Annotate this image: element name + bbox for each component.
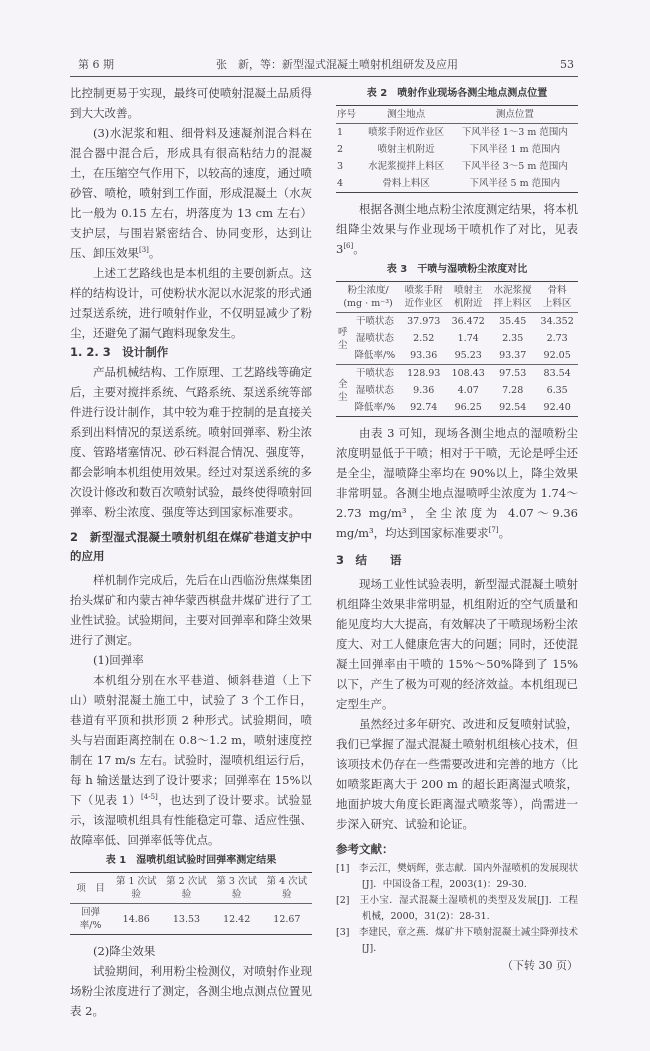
section-heading: 2 新型湿式混凝土喷射机组在煤矿巷道支护中的应用 bbox=[70, 530, 312, 563]
table-cell: 12.67 bbox=[273, 913, 301, 925]
table-cell: 34.352 bbox=[540, 316, 574, 327]
table-row bbox=[336, 175, 578, 193]
table-header: 第 1 次试验 bbox=[115, 876, 157, 900]
table-row bbox=[336, 124, 578, 142]
right-column bbox=[336, 83, 578, 975]
references-title: 参考文献： bbox=[336, 842, 394, 856]
table-cell: 下风半径 1 m 范围内 bbox=[469, 144, 561, 155]
running-header bbox=[70, 58, 578, 77]
table-cell: 14.86 bbox=[122, 913, 150, 925]
table-header: 第 3 次试验 bbox=[216, 876, 257, 900]
section-heading: 3 结 语 bbox=[336, 553, 402, 567]
section-heading: 1. 2. 3 设计制作 bbox=[70, 345, 169, 359]
table-caption: 表 3 干喷与湿喷粉尘浓度对比 bbox=[386, 264, 528, 275]
table-cell: 36.472 bbox=[451, 316, 485, 327]
paragraph: 由表 3 可知，现场各测尘地点的湿喷粉尘浓度明显低于干喷；相对于干喷，无论是呼尘还是全尘，湿喷降尘率均在 90%以上，降尘效果非常明显。各测尘地点湿喷呼尘浓度为 1.74～2.73 mg/m³，全尘浓度为 4.07～9.36 mg/m³，均达到国家标准要求[7]。 bbox=[336, 426, 578, 540]
table-cell: 92.40 bbox=[543, 402, 571, 413]
table-2 bbox=[336, 87, 578, 193]
running-title: 张 新，等：新型湿式混凝土喷射机组研发及应用 bbox=[216, 58, 458, 71]
table-cell: 92.05 bbox=[543, 350, 571, 361]
paragraph: 比控制更易于实现，最终可使喷射混凝土品质得到大大改善。 bbox=[70, 86, 312, 120]
table-header: 粉尘浓度/ (mg · m⁻³) bbox=[343, 285, 393, 309]
table-cell: 2.35 bbox=[502, 333, 524, 344]
table-cell: 4 bbox=[337, 178, 344, 189]
table-cell: 湿喷状态 bbox=[355, 333, 394, 344]
continued-note: （下转 30 页） bbox=[502, 959, 578, 972]
table-cell: 2.52 bbox=[413, 333, 435, 344]
table-cell: 下风半径 1～3 m 范围内 bbox=[461, 127, 568, 138]
table-row bbox=[336, 365, 578, 383]
paragraph: 现场工业性试验表明，新型湿式混凝土喷射机组降尘效果非常明显，机组附近的空气质量和能见度均大大提高，有效解决了干喷现场粉尘浓度大、对工人健康危害大的问题；同时，还使混凝土回弹率由干喷的 15%～50%降到了 15%以下，产生了极为可观的经济效益。本机组现已定型生产。 bbox=[336, 577, 578, 711]
paragraph: 根据各测尘地点粉尘浓度测定结果，将本机组降尘效果与作业现场干喷机作了对比，见表 3[6]。 bbox=[336, 202, 578, 256]
table-cell: 95.23 bbox=[454, 350, 482, 361]
paragraph: 试验期间，利用粉尘检测仪，对喷射作业现场粉尘浓度进行了测定，各测尘地点测点位置见表 2。 bbox=[70, 964, 312, 1018]
table-cell: 骨料上料区 bbox=[382, 178, 430, 189]
table-header: 项 目 bbox=[76, 882, 105, 894]
table-cell: 3 bbox=[337, 161, 344, 172]
paragraph: 样机制作完成后，先后在山西临汾焦煤集团抬头煤矿和内蒙古神华蒙西棋盘井煤矿进行了工业性试验。试验期间，主要对回弹率和降尘效果进行了测定。 bbox=[70, 573, 312, 647]
table-cell: 1.74 bbox=[457, 333, 479, 344]
table-cell: 下风半径 5 m 范围内 bbox=[469, 178, 561, 189]
table-cell: 干喷状态 bbox=[355, 368, 394, 379]
table-cell: 湿喷状态 bbox=[355, 385, 394, 396]
table-header: 第 2 次试验 bbox=[166, 876, 207, 900]
table-cell: 水泥浆搅拌上料区 bbox=[368, 161, 445, 172]
table-caption: 表 1 湿喷机组试验时回弹率测定结果 bbox=[105, 855, 277, 866]
table-cell: 下风半径 3～5 m 范围内 bbox=[461, 161, 568, 172]
table-cell: 9.36 bbox=[413, 385, 435, 396]
table-row bbox=[336, 330, 578, 347]
row-group-label: 呼 尘 bbox=[338, 326, 348, 351]
table-cell: 97.53 bbox=[499, 368, 527, 379]
paragraph: 虽然经过多年研究、改进和反复喷射试验，我们已掌握了湿式混凝土喷射机组核心技术，但该项技术仍存在一些需要改进和完善的地方（比如喷浆距离大于 200 m 的超长距离湿式喷浆，地面护坡大角度长距离湿式喷浆等），尚需进一步深入研究、试验和论证。 bbox=[336, 717, 578, 831]
table-header: 测点位置 bbox=[495, 109, 534, 120]
left-column bbox=[70, 83, 312, 1021]
table-cell: 93.36 bbox=[410, 350, 438, 361]
table-cell: 回弹率/% bbox=[79, 907, 102, 931]
reference-list bbox=[336, 861, 578, 957]
issue-number: 第 6 期 bbox=[78, 58, 114, 71]
table-header: 测尘地点 bbox=[387, 109, 426, 120]
table-cell: 96.25 bbox=[454, 402, 482, 413]
table-cell: 92.74 bbox=[410, 402, 438, 413]
reference-item: [3] 李建民，章之燕．煤矿井下喷射混凝土减尘降弹技术[J]． bbox=[336, 927, 578, 954]
table-cell: 4.07 bbox=[457, 385, 479, 396]
table-header: 喷浆手附 近作业区 bbox=[404, 285, 443, 309]
table-cell: 13.53 bbox=[172, 913, 201, 925]
table-header: 序号 bbox=[337, 109, 357, 120]
table-cell: 降低率/% bbox=[354, 402, 396, 413]
table-cell: 92.54 bbox=[499, 402, 527, 413]
table-cell: 35.45 bbox=[499, 316, 527, 327]
table-row bbox=[336, 347, 578, 365]
table-cell: 喷射主机附近 bbox=[377, 144, 435, 155]
table-cell: 83.54 bbox=[543, 368, 571, 379]
table-caption: 表 2 喷射作业现场各测尘地点测点位置 bbox=[366, 88, 548, 99]
table-header: 喷射主 机附近 bbox=[453, 285, 483, 309]
row-group-label: 全 尘 bbox=[338, 378, 348, 403]
paragraph: (3)水泥浆和粗、细骨料及速凝剂混合料在混合器中混合后，形成具有很高粘结力的混凝土，在压缩空气作用下，以较高的速度，通过喷砂管、喷枪，喷射到工作面，形成混凝土（水灰比一般为 0.15 左右，坍落度为 13 cm 左右）支护层，与围岩紧密结合、协同变形，达到让压、卸压效果[3]。 bbox=[70, 126, 312, 260]
table-1 bbox=[70, 854, 312, 935]
paragraph: 本机组分别在水平巷道、倾斜巷道（上下山）喷射混凝土施工中，试验了 3 个工作日，巷道有平顶和拱形顶 2 种形式。试验期间，喷头与岩面距离控制在 0.8～1.2 m，喷射速度控制在 17 m/s 左右。试验时，湿喷机组运行后，每 h 输送量达到了设计要求；回弹率在 15%以下（见表 1）[4-5]，也达到了设计要求。试验显示，该湿喷机组具有性能稳定可靠、适应性强、故障率低、回弹率低等优点。 bbox=[70, 673, 312, 847]
paragraph: 产品机械结构、工作原理、工艺路线等确定后，主要对搅拌系统、气路系统、泵送系统等部件进行设计制作，其中较为难于控制的是直接关系到出料情况的泵送系统。喷射回弹率、粉尘浓度、管路堵塞情况、砂石料混合情况、强度等，都会影响本机组使用效果。经过对泵送系统的多次设计修改和数百次喷射试验，最终使得喷射回弹率、粉尘浓度、强度等达到国家标准要求。 bbox=[70, 365, 312, 519]
table-cell: 1 bbox=[337, 127, 344, 138]
table-header: 骨料 上料区 bbox=[542, 285, 572, 309]
table-cell: 12.42 bbox=[223, 913, 251, 925]
table-row bbox=[336, 399, 578, 417]
table-cell: 7.28 bbox=[502, 385, 524, 396]
table-cell: 2.73 bbox=[546, 333, 568, 344]
table-cell: 6.35 bbox=[546, 385, 568, 396]
table-cell: 108.43 bbox=[451, 368, 485, 379]
table-cell: 喷浆手附近作业区 bbox=[368, 127, 445, 138]
page-number: 53 bbox=[560, 58, 574, 71]
table-row bbox=[336, 141, 578, 158]
table-row bbox=[336, 313, 578, 331]
table-row bbox=[336, 382, 578, 399]
table-row bbox=[70, 904, 312, 935]
reference-item: [1] 李云江，樊炳辉，张志献．国内外湿喷机的发展现状[J]．中国设备工程，2003(1)：29-30. bbox=[336, 863, 578, 890]
table-header: 水泥浆搅 拌上料区 bbox=[493, 285, 532, 309]
subheading: (2)降尘效果 bbox=[93, 944, 156, 958]
table-cell: 干喷状态 bbox=[355, 316, 394, 327]
table-cell: 37.973 bbox=[407, 316, 441, 327]
paragraph: 上述工艺路线也是本机组的主要创新点。这样的结构设计，可使粉状水泥以水泥浆的形式通过泵送系统，进行喷射作业，不仅明显减少了粉尘，还避免了漏气跑料现象发生。 bbox=[70, 266, 312, 340]
table-3 bbox=[336, 263, 578, 417]
two-column-body bbox=[70, 83, 578, 1021]
reference-item: [2] 王小宝．湿式混凝土湿喷机的类型及发展[J]．工程机械，2000，31(2)：28-31. bbox=[336, 895, 578, 922]
table-cell: 降低率/% bbox=[354, 350, 396, 361]
table-header: 第 4 次试验 bbox=[266, 876, 308, 900]
subheading: (1)回弹率 bbox=[93, 653, 144, 667]
table-cell: 128.93 bbox=[407, 368, 441, 379]
table-cell: 93.37 bbox=[499, 350, 527, 361]
table-row bbox=[336, 158, 578, 175]
table-cell: 2 bbox=[337, 144, 344, 155]
